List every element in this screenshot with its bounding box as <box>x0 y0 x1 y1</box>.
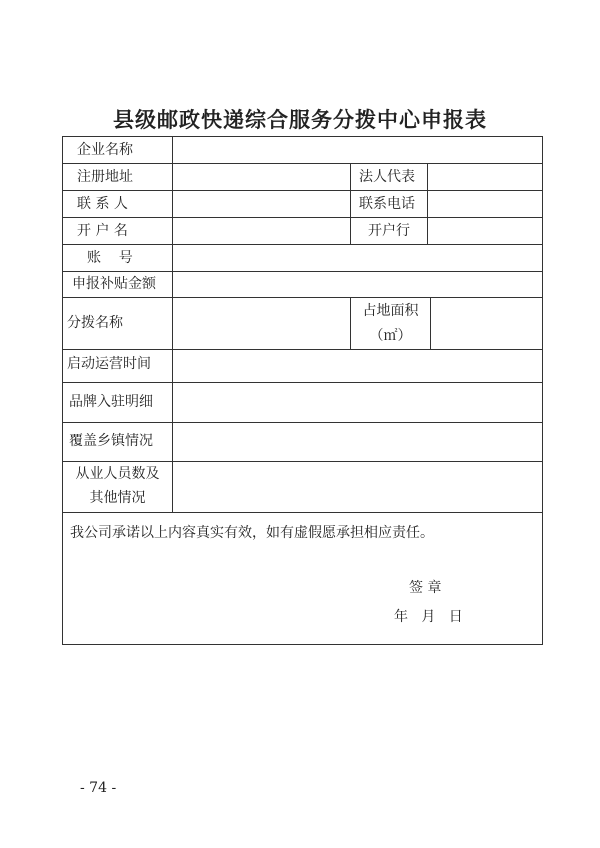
staff-count-label: 从业人员数及 <box>75 466 160 482</box>
contact-person-label: 联 系 人 <box>77 196 128 212</box>
township-coverage-field[interactable] <box>173 423 542 461</box>
registered-address-label: 注册地址 <box>77 169 133 185</box>
township-coverage-label: 覆盖乡镇情况 <box>69 433 153 449</box>
contact-person-field[interactable] <box>173 191 350 217</box>
branch-name-label: 分拨名称 <box>67 315 123 331</box>
account-number-label: 账 号 <box>87 250 133 266</box>
legal-representative-field[interactable] <box>428 164 542 190</box>
page-number: - 74 - <box>80 780 117 796</box>
signature-seal-label: 签 章 <box>409 580 442 596</box>
bank-label: 开户行 <box>368 223 410 239</box>
declaration-statement: 我公司承诺以上内容真实有效，如有虚假愿承担相应责任。 <box>70 525 434 541</box>
account-name-field[interactable] <box>173 218 350 244</box>
form-title: 县级邮政快递综合服务分拨中心申报表 <box>113 107 487 132</box>
company-name-label: 企业名称 <box>77 142 133 158</box>
registered-address-field[interactable] <box>173 164 350 190</box>
brands-detail-field[interactable] <box>173 383 542 422</box>
date-label: 年 月 日 <box>394 609 463 625</box>
company-name-field[interactable] <box>173 137 542 163</box>
staff-info-field[interactable] <box>173 462 542 512</box>
account-number-field[interactable] <box>173 245 542 271</box>
start-operation-time-label: 启动运营时间 <box>67 356 151 372</box>
column-divider <box>350 163 351 244</box>
bank-field[interactable] <box>428 218 542 244</box>
brands-detail-label: 品牌入驻明细 <box>69 394 153 410</box>
area-field[interactable] <box>431 298 542 349</box>
account-name-label: 开 户 名 <box>77 223 128 239</box>
start-operation-time-field[interactable] <box>173 350 542 382</box>
staff-other-label: 其他情况 <box>89 490 146 506</box>
subsidy-amount-label: 申报补贴金额 <box>72 276 156 292</box>
contact-phone-field[interactable] <box>428 191 542 217</box>
legal-representative-label: 法人代表 <box>359 169 415 185</box>
branch-name-field[interactable] <box>173 298 350 349</box>
subsidy-amount-field[interactable] <box>173 272 542 297</box>
area-unit-label: （㎡） <box>369 328 412 344</box>
row-divider <box>63 512 542 513</box>
application-form-table <box>62 136 543 645</box>
contact-phone-label: 联系电话 <box>359 196 415 212</box>
area-label: 占地面积 <box>362 303 419 319</box>
